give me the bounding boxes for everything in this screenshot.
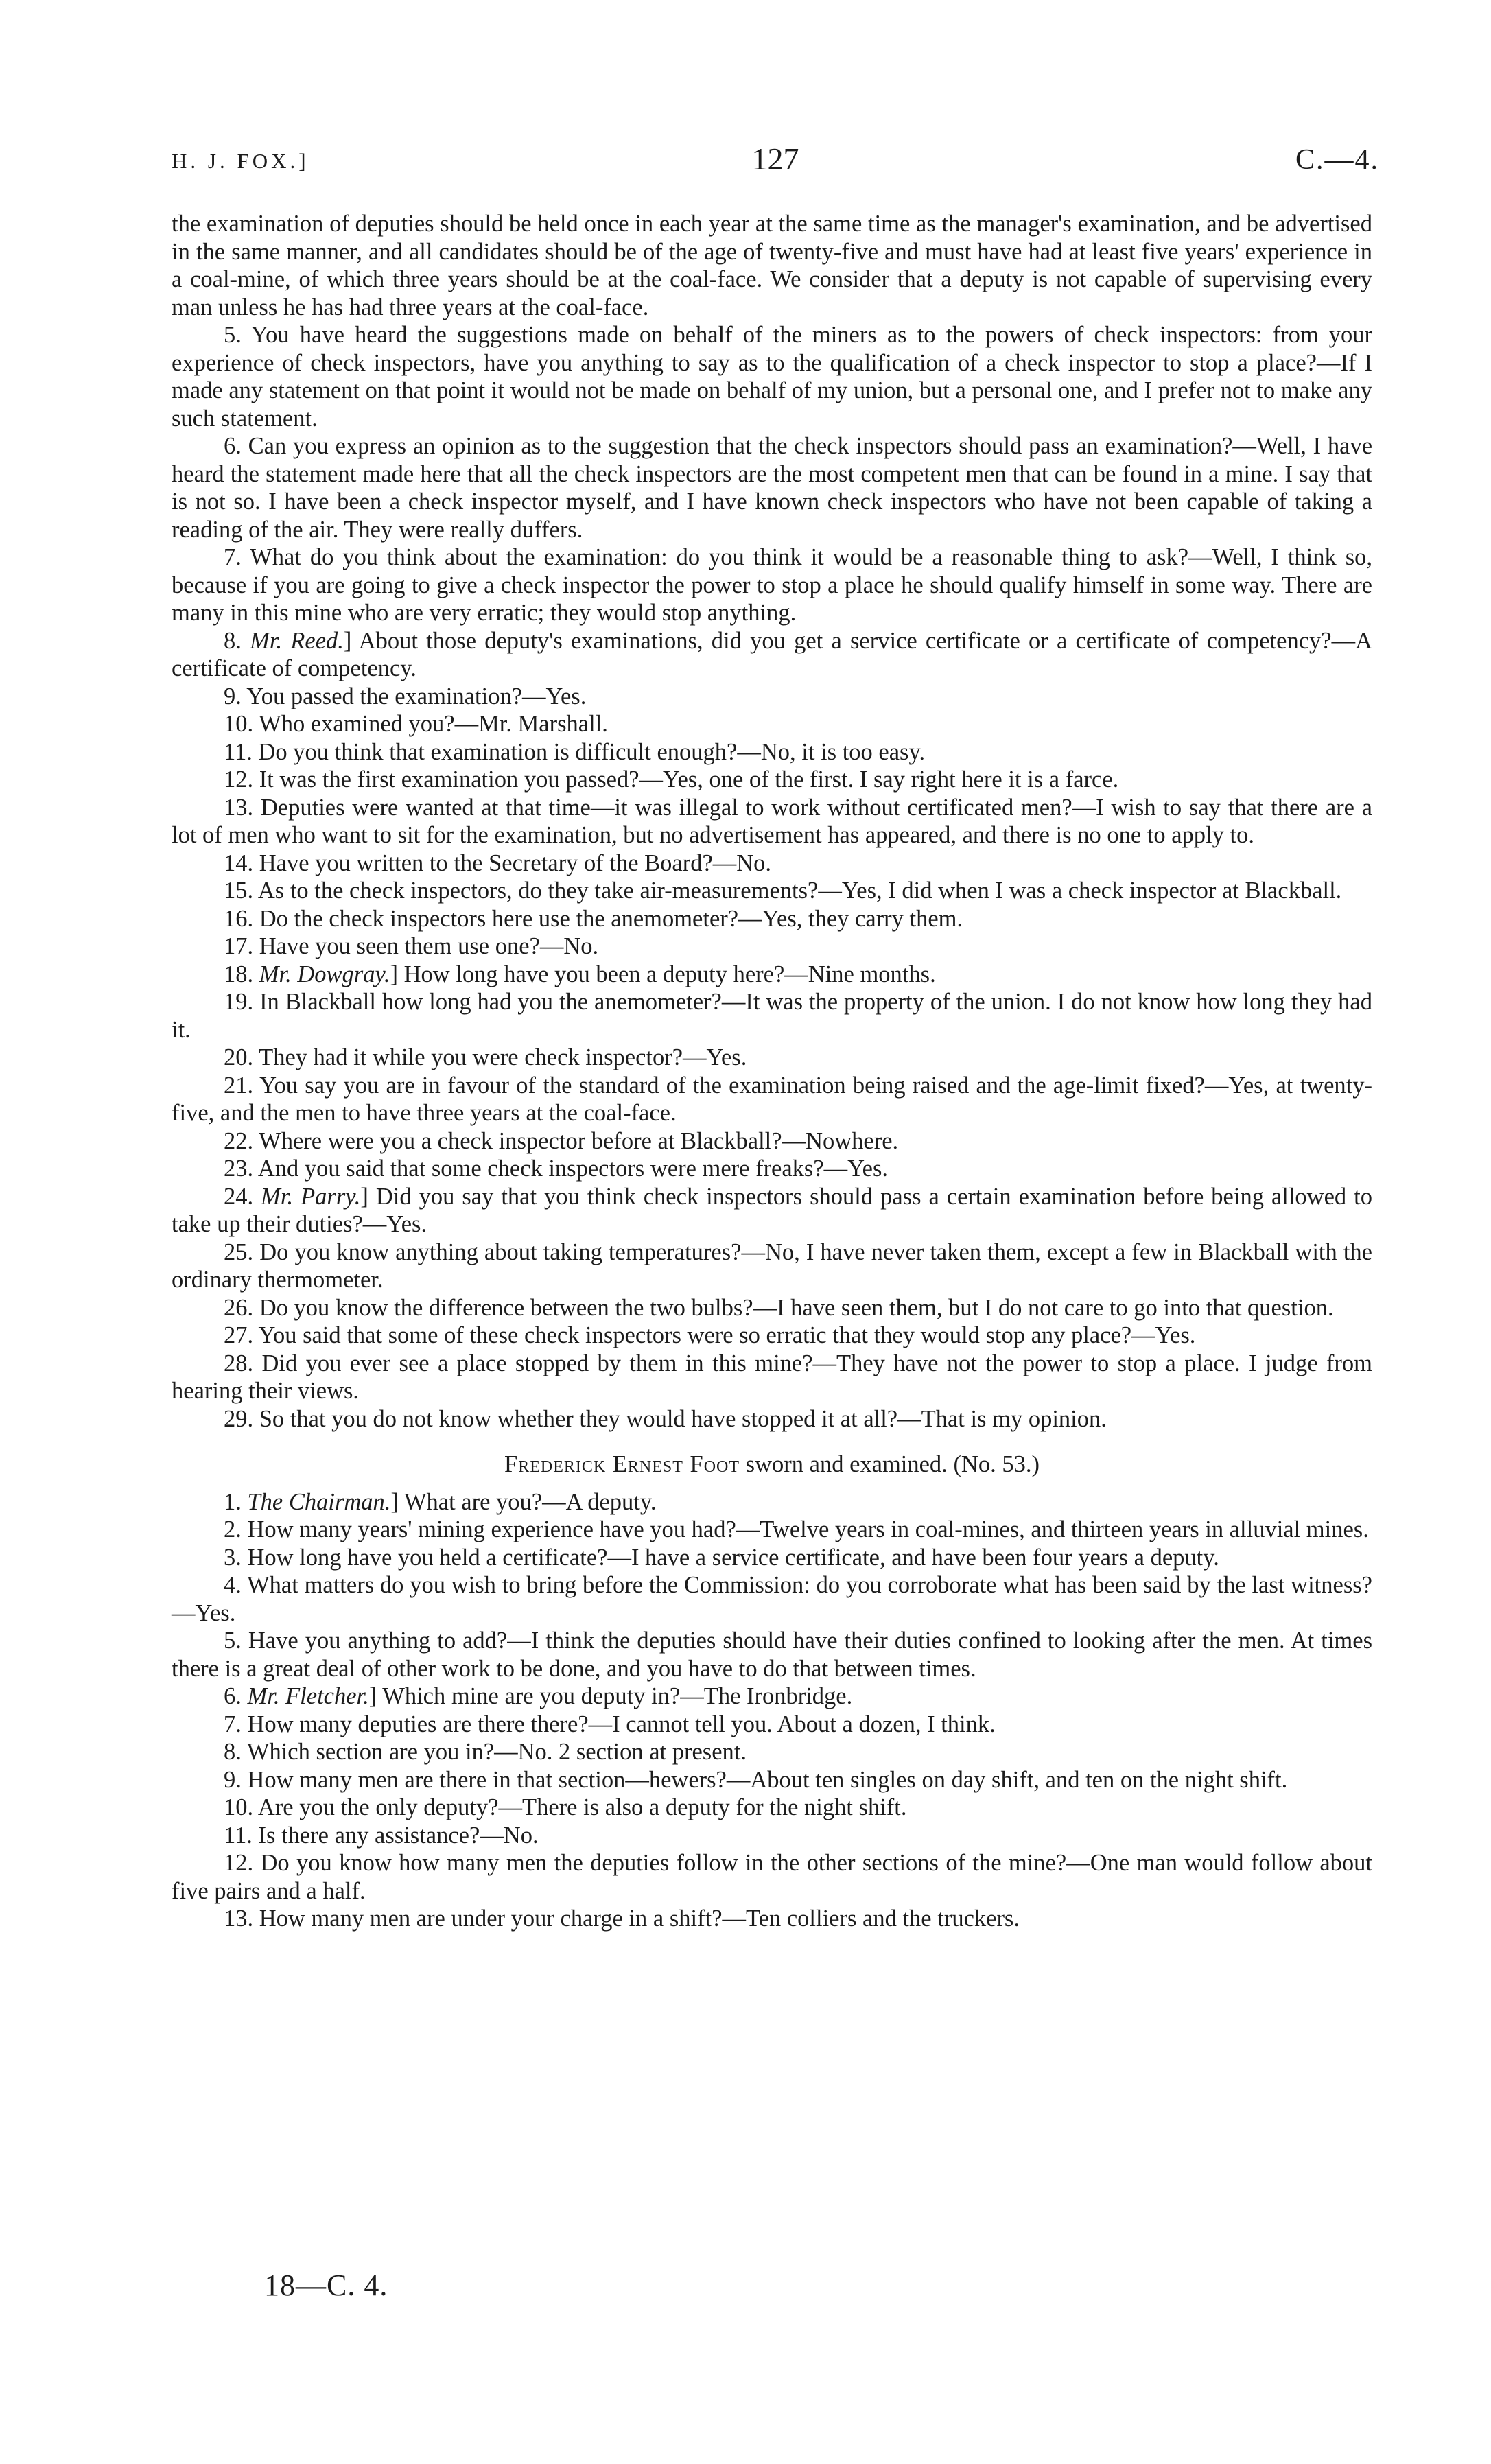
- question-paragraph: [172, 1239, 1372, 1294]
- continuation-paragraph: the examination of deputies should be held once in each year at the same time as the manager's examination, and be advertised in the same manner, and all candidates should be of the age of twenty-five and must have had at least five years' experience in a coal-mine, of which three years should be at the coal-face. We consider that a deputy is not capable of supervising every man unless he has had three years at the coal-face.: [172, 211, 1372, 320]
- question-number: 15.: [224, 878, 254, 904]
- question-number: 28.: [224, 1350, 254, 1376]
- page-header: [172, 141, 1379, 189]
- question-paragraph: [172, 1544, 1372, 1572]
- question-number: 9.: [224, 683, 242, 709]
- question-paragraph: [172, 432, 1372, 543]
- question-paragraph: [172, 1627, 1372, 1682]
- question-paragraph: [172, 932, 1372, 961]
- question-paragraph: [172, 1516, 1372, 1544]
- examiner-name: Mr. Parry.: [261, 1183, 361, 1210]
- question-paragraph: [172, 1405, 1372, 1433]
- question-text: Which section are you in?—No. 2 section at present.: [246, 1739, 747, 1765]
- question-number: 8.: [224, 627, 242, 654]
- question-number: 19.: [224, 989, 254, 1015]
- question-number: 8.: [224, 1739, 242, 1765]
- witness-name: Frederick Ernest Foot: [504, 1451, 740, 1477]
- question-number: 6.: [224, 1683, 242, 1709]
- question-text: How many men are under your charge in a shift?—Ten colliers and the truckers.: [259, 1905, 1020, 1932]
- question-text: How long have you been a deputy here?—Nine months.: [403, 961, 936, 987]
- question-paragraph: [172, 683, 1372, 711]
- question-text: What are you?—A deputy.: [403, 1488, 657, 1515]
- page-number: 127: [751, 141, 799, 176]
- question-text: Do you know how many men the deputies follow in the other sections of the mine?—One man would follow about five pairs and a half.: [172, 1850, 1372, 1904]
- question-paragraph: [172, 1849, 1372, 1905]
- question-number: 14.: [224, 849, 254, 876]
- question-text: About those deputy's examinations, did you get a service certificate or a certificate of competency?—A certificate of competency.: [172, 627, 1373, 681]
- examiner-name: The Chairman.: [247, 1488, 391, 1515]
- question-paragraph: [172, 849, 1372, 878]
- question-text: Do you think that examination is difficult enough?—No, it is too easy.: [258, 738, 926, 765]
- question-number: 23.: [224, 1155, 254, 1182]
- question-number: 29.: [224, 1405, 254, 1432]
- question-text: They had it while you were check inspector?—Yes.: [259, 1044, 747, 1070]
- question-text: You have heard the suggestions made on behalf of the miners as to the powers of check inspectors: from your experience of check inspectors, have you anything to say as to the qualification of a check inspector to stop a place?—If I made any statement on that point it would not be made on behalf of my union, but a personal one, and I prefer not to make any such statement.: [172, 322, 1372, 432]
- question-text: Did you say that you think check inspectors should pass a certain examination before being allowed to take up their duties?—Yes.: [172, 1183, 1372, 1237]
- question-number: 9.: [224, 1766, 242, 1793]
- question-number: 5.: [224, 1628, 242, 1654]
- question-text: Have you anything to add?—I think the deputies should have their duties confined to looking after the men. At times there is a great deal of other work to be done, and you have to do that between times.: [172, 1628, 1373, 1682]
- question-number: 12.: [224, 766, 254, 793]
- document-code: C.—4.: [1295, 144, 1379, 176]
- question-paragraph: [172, 543, 1372, 627]
- question-text: Who examined you?—Mr. Marshall.: [259, 711, 608, 737]
- question-text: Do the check inspectors here use the anemometer?—Yes, they carry them.: [259, 905, 963, 932]
- question-text: How many men are there in that section—hewers?—About ten singles on day shift, and ten on the night shift.: [247, 1766, 1288, 1793]
- question-number: 22.: [224, 1127, 254, 1154]
- question-paragraph: 6. Mr. Fletcher.] Which mine are you deputy in?—The Ironbridge.: [224, 1683, 853, 1709]
- question-number: 17.: [224, 933, 254, 959]
- question-paragraph: [172, 1905, 1372, 1933]
- running-head-name: H. J. FOX.]: [172, 149, 309, 173]
- body-text: [172, 210, 1372, 1933]
- question-number: 5.: [224, 322, 242, 348]
- question-paragraph: [172, 877, 1372, 905]
- question-text: You passed the examination?—Yes.: [246, 683, 587, 709]
- question-text: In Blackball how long had you the anemometer?—It was the property of the union. I do not know how long they had it.: [172, 989, 1372, 1043]
- question-number: 16.: [224, 905, 254, 932]
- question-text: Have you written to the Secretary of the Board?—No.: [259, 849, 772, 876]
- question-text: You said that some of these check inspectors were so erratic that they would stop any place?—Yes.: [258, 1322, 1196, 1348]
- question-paragraph: 24. Mr. Parry.] Did you say that you think check inspectors should pass a certain examination before being allowed to take up their duties?—Yes.: [172, 1183, 1372, 1237]
- question-number: 4.: [224, 1572, 242, 1598]
- question-number: 20.: [224, 1044, 254, 1070]
- question-paragraph: 18. Mr. Dowgray.] How long have you been a deputy here?—Nine months.: [224, 961, 936, 987]
- first-witness-questions: [172, 321, 1372, 1433]
- question-paragraph: [172, 738, 1372, 766]
- signature-mark: 18—C. 4.: [264, 2268, 388, 2302]
- question-paragraph: [172, 1044, 1372, 1072]
- question-number: 1.: [224, 1488, 242, 1515]
- witness-heading: [172, 1451, 1372, 1479]
- question-number: 7.: [224, 544, 242, 570]
- examiner-name: Mr. Fletcher.: [247, 1683, 369, 1709]
- question-text: It was the first examination you passed?—Yes, one of the first. I say right here it is a farce.: [259, 766, 1119, 793]
- second-witness-questions: [172, 1488, 1372, 1933]
- question-text: How many deputies are there there?—I cannot tell you. About a dozen, I think.: [247, 1711, 996, 1737]
- question-paragraph: [172, 905, 1372, 933]
- question-text: Did you ever see a place stopped by them in this mine?—They have not the power to stop a place. I judge from hearing their views.: [172, 1350, 1372, 1404]
- question-number: 12.: [224, 1850, 254, 1876]
- question-text: Can you express an opinion as to the suggestion that the check inspectors should pass an examination?—Well, I have heard the statement made here that all the check inspectors are the most competent men that can be found in a mine. I say that is not so. I have been a check inspector myself, and I have known check inspectors who have not been capable of taking a reading of the air. They were really duffers.: [172, 433, 1373, 543]
- question-number: 11.: [224, 1822, 253, 1849]
- question-paragraph: [172, 1127, 1372, 1155]
- question-text: Which mine are you deputy in?—The Ironbridge.: [382, 1683, 853, 1709]
- question-text: So that you do not know whether they would have stopped it at all?—That is my opinion.: [259, 1405, 1107, 1432]
- question-paragraph: [172, 794, 1372, 849]
- question-text: How many years' mining experience have you had?—Twelve years in coal-mines, and thirteen years in alluvial mines.: [247, 1516, 1369, 1542]
- question-number: 13.: [224, 794, 254, 821]
- examiner-name: Mr. Reed.: [250, 627, 344, 654]
- question-text: Where were you a check inspector before at Blackball?—Nowhere.: [259, 1127, 899, 1154]
- question-text: And you said that some check inspectors were mere freaks?—Yes.: [257, 1155, 889, 1182]
- question-paragraph: [172, 1711, 1372, 1739]
- question-paragraph: [172, 1322, 1372, 1350]
- question-paragraph: 8. Mr. Reed.] About those deputy's examinations, did you get a service certificate or a certificate of competency?—A certificate of competency.: [172, 627, 1373, 681]
- question-text: What matters do you wish to bring before the Commission: do you corroborate what has been said by the last witness?—Yes.: [172, 1572, 1372, 1626]
- examiner-name: Mr. Dowgray.: [259, 961, 390, 987]
- witness-sworn-text: sworn and examined.: [745, 1451, 948, 1477]
- question-paragraph: [172, 1571, 1372, 1627]
- question-number: 10.: [224, 1794, 254, 1820]
- question-text: As to the check inspectors, do they take air-measurements?—Yes, I did when I was a check inspector at Blackball.: [257, 878, 1342, 904]
- question-number: 3.: [224, 1544, 242, 1571]
- question-paragraph: [172, 1794, 1372, 1822]
- question-number: 6.: [224, 433, 242, 459]
- question-paragraph: [172, 1072, 1372, 1127]
- question-number: 11.: [224, 738, 253, 765]
- question-paragraph: 1. The Chairman.] What are you?—A deputy.: [224, 1488, 657, 1515]
- question-number: 27.: [224, 1322, 254, 1348]
- question-text: Deputies were wanted at that time—it was illegal to work without certificated men?—I wish to say that there are a lot of men who want to sit for the examination, but no advertisement has appeared, and there is no one to apply to.: [172, 794, 1372, 848]
- question-paragraph: [172, 1294, 1372, 1322]
- question-paragraph: [172, 1822, 1372, 1850]
- question-paragraph: [172, 1155, 1372, 1183]
- question-paragraph: [172, 1738, 1372, 1766]
- question-text: Do you know anything about taking temperatures?—No, I have never taken them, except a few in Blackball with the ordinary thermometer.: [172, 1239, 1372, 1293]
- question-paragraph: [172, 766, 1372, 794]
- question-text: How long have you held a certificate?—I have a service certificate, and have been four years a deputy.: [247, 1544, 1219, 1571]
- question-text: What do you think about the examination: do you think it would be a reasonable thing to ask?—Well, I think so, because if you are going to give a check inspector the power to stop a place he should qualify himself in some way. There are many in this mine who are very erratic; they would stop anything.: [172, 544, 1372, 626]
- question-number: 2.: [224, 1516, 242, 1542]
- question-text: Do you know the difference between the two bulbs?—I have seen them, but I do not care to go into that question.: [259, 1294, 1334, 1321]
- question-number: 24.: [224, 1183, 254, 1210]
- question-paragraph: [172, 710, 1372, 738]
- question-text: Is there any assistance?—No.: [258, 1822, 539, 1849]
- witness-number: (No. 53.): [953, 1451, 1040, 1477]
- question-number: 26.: [224, 1294, 254, 1321]
- question-number: 25.: [224, 1239, 254, 1265]
- question-number: 13.: [224, 1905, 254, 1932]
- question-number: 21.: [224, 1072, 254, 1099]
- question-paragraph: [172, 321, 1372, 432]
- question-text: Have you seen them use one?—No.: [259, 933, 599, 959]
- question-paragraph: [172, 988, 1372, 1044]
- question-number: 10.: [224, 711, 254, 737]
- question-number: 7.: [224, 1711, 242, 1737]
- question-text: You say you are in favour of the standard of the examination being raised and the age-limit fixed?—Yes, at twenty-five, and the men to have three years at the coal-face.: [172, 1072, 1372, 1126]
- question-paragraph: [172, 1766, 1372, 1794]
- question-paragraph: [172, 1350, 1372, 1405]
- question-text: Are you the only deputy?—There is also a deputy for the night shift.: [257, 1794, 907, 1820]
- question-number: 18.: [224, 961, 254, 987]
